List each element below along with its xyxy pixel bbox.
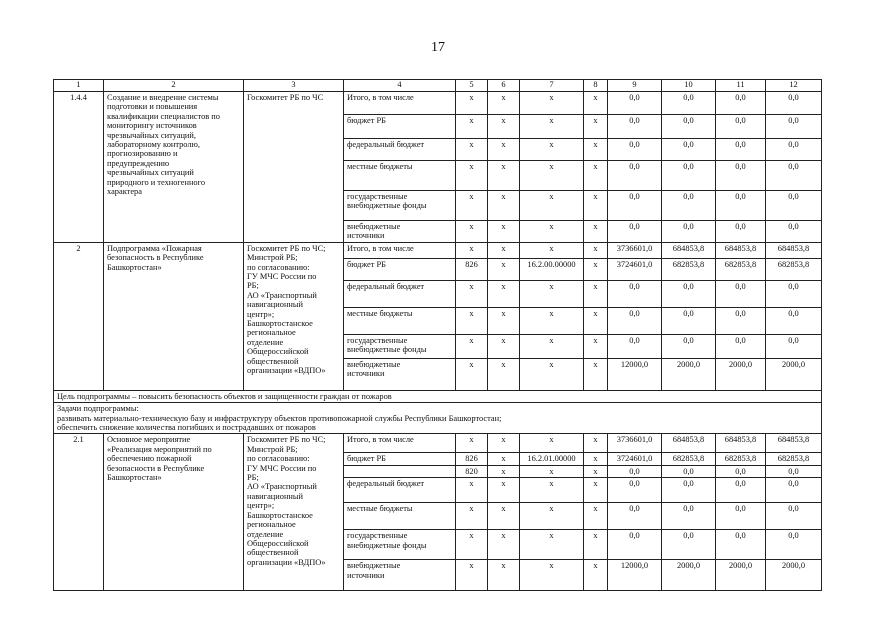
cell-8: х <box>584 503 608 530</box>
header-cell: 7 <box>520 80 584 92</box>
cell-10: 682853,8 <box>662 258 716 280</box>
header-cell: 8 <box>584 80 608 92</box>
cell-9: 0,0 <box>608 191 662 221</box>
cell-7: х <box>520 280 584 307</box>
cell-6: х <box>488 560 520 591</box>
cell-7: х <box>520 560 584 591</box>
table-row <box>54 242 822 258</box>
funding-source: федеральный бюджет <box>344 478 456 503</box>
cell-8: х <box>584 92 608 115</box>
cell-10: 684853,8 <box>662 434 716 453</box>
cell-12: 684853,8 <box>766 242 822 258</box>
cell-6: х <box>488 161 520 191</box>
cell-7: х <box>520 139 584 161</box>
cell-9: 0,0 <box>608 307 662 334</box>
cell-6: х <box>488 503 520 530</box>
cell-12: 2000,0 <box>766 358 822 390</box>
cell-7: х <box>520 191 584 221</box>
cell-5: х <box>456 191 488 221</box>
cell-5: х <box>456 221 488 243</box>
cell-10: 682853,8 <box>662 453 716 465</box>
cell-6: х <box>488 242 520 258</box>
funding-source: государственные внебюджетные фонды <box>344 334 456 358</box>
cell-11: 0,0 <box>716 191 766 221</box>
header-cell: 12 <box>766 80 822 92</box>
cell-11: 0,0 <box>716 280 766 307</box>
cell-8: х <box>584 530 608 560</box>
cell-10: 0,0 <box>662 221 716 243</box>
row-number: 1.4.4 <box>54 92 104 243</box>
cell-9: 0,0 <box>608 465 662 477</box>
cell-12: 0,0 <box>766 465 822 477</box>
cell-5: х <box>456 139 488 161</box>
budget-table <box>53 79 822 591</box>
cell-11: 0,0 <box>716 530 766 560</box>
cell-10: 0,0 <box>662 307 716 334</box>
cell-11: 684853,8 <box>716 242 766 258</box>
cell-8: х <box>584 280 608 307</box>
cell-7: х <box>520 92 584 115</box>
header-cell: 5 <box>456 80 488 92</box>
funding-source: федеральный бюджет <box>344 139 456 161</box>
activity-name: Создание и внедрение системы подготовки и повышения квалификации специалистов по мониторингу источников чрезвычайных ситуаций, лабораторному контролю, прогнозированию и предупреждению чрезвычайных ситуаций природного и техногенного характера <box>104 92 244 243</box>
funding-source: внебюджетные источники <box>344 560 456 591</box>
table-body <box>54 80 822 591</box>
funding-source <box>344 465 456 477</box>
funding-source: государственные внебюджетные фонды <box>344 530 456 560</box>
cell-10: 684853,8 <box>662 242 716 258</box>
cell-11: 682853,8 <box>716 258 766 280</box>
cell-12: 2000,0 <box>766 560 822 591</box>
cell-5: х <box>456 560 488 591</box>
cell-12: 0,0 <box>766 478 822 503</box>
cell-8: х <box>584 139 608 161</box>
cell-7: х <box>520 503 584 530</box>
cell-7: 16.2.01.00000 <box>520 453 584 465</box>
cell-7: х <box>520 242 584 258</box>
cell-9: 0,0 <box>608 530 662 560</box>
header-cell: 6 <box>488 80 520 92</box>
funding-source: бюджет РБ <box>344 453 456 465</box>
cell-6: х <box>488 307 520 334</box>
funding-source: федеральный бюджет <box>344 280 456 307</box>
cell-11: 0,0 <box>716 503 766 530</box>
cell-9: 12000,0 <box>608 560 662 591</box>
executor: Госкомитет РБ по ЧС; Минстрой РБ; по согласованию: ГУ МЧС России по РБ; АО «Транспортный навигационный центр»; Башкортостанское региональное отделение Общероссийской общественной организации «ВДПО» <box>244 242 344 390</box>
cell-5: х <box>456 161 488 191</box>
cell-10: 0,0 <box>662 334 716 358</box>
cell-10: 0,0 <box>662 191 716 221</box>
cell-5: х <box>456 503 488 530</box>
cell-6: х <box>488 221 520 243</box>
cell-6: х <box>488 115 520 139</box>
funding-source: бюджет РБ <box>344 115 456 139</box>
cell-11: 2000,0 <box>716 358 766 390</box>
cell-5: х <box>456 242 488 258</box>
cell-8: х <box>584 242 608 258</box>
header-cell: 2 <box>104 80 244 92</box>
cell-6: х <box>488 92 520 115</box>
cell-10: 2000,0 <box>662 560 716 591</box>
cell-8: х <box>584 115 608 139</box>
page-number: 17 <box>431 40 445 55</box>
executor: Госкомитет РБ по ЧС; Минстрой РБ; по согласованию: ГУ МЧС России по РБ; АО «Транспортный навигационный центр»; Башкортостанское региональное отделение Общероссийской общественной организации «ВДПО» <box>244 434 344 591</box>
cell-12: 684853,8 <box>766 434 822 453</box>
cell-6: х <box>488 465 520 477</box>
cell-9: 3736601,0 <box>608 242 662 258</box>
cell-9: 3736601,0 <box>608 434 662 453</box>
cell-7: х <box>520 434 584 453</box>
table-row <box>54 403 822 434</box>
cell-5: х <box>456 434 488 453</box>
tasks-row: Задачи подпрограммы: развивать материально-техническую базу и инфраструктуру объектов противопожарной службы Республики Башкортостан; обеспечить снижение количества погибших и пострадавших от пожаров <box>54 403 822 434</box>
cell-10: 0,0 <box>662 478 716 503</box>
cell-9: 0,0 <box>608 503 662 530</box>
header-cell: 9 <box>608 80 662 92</box>
cell-10: 0,0 <box>662 280 716 307</box>
funding-source: внебюджетные источники <box>344 221 456 243</box>
cell-5: 826 <box>456 258 488 280</box>
cell-6: х <box>488 280 520 307</box>
cell-6: х <box>488 258 520 280</box>
activity-name: Основное мероприятие «Реализация мероприятий по обеспечению пожарной безопасности в Республике Башкортостан» <box>104 434 244 591</box>
cell-6: х <box>488 139 520 161</box>
cell-8: х <box>584 434 608 453</box>
cell-5: х <box>456 478 488 503</box>
table-row <box>54 434 822 453</box>
cell-11: 0,0 <box>716 139 766 161</box>
cell-6: х <box>488 191 520 221</box>
cell-9: 0,0 <box>608 478 662 503</box>
header-cell: 11 <box>716 80 766 92</box>
cell-11: 2000,0 <box>716 560 766 591</box>
cell-11: 0,0 <box>716 92 766 115</box>
cell-9: 0,0 <box>608 139 662 161</box>
cell-12: 0,0 <box>766 280 822 307</box>
cell-11: 684853,8 <box>716 434 766 453</box>
cell-6: х <box>488 530 520 560</box>
cell-9: 0,0 <box>608 334 662 358</box>
cell-10: 0,0 <box>662 92 716 115</box>
funding-source: Итого, в том числе <box>344 242 456 258</box>
cell-5: 826 <box>456 453 488 465</box>
cell-12: 0,0 <box>766 92 822 115</box>
cell-9: 3724601,0 <box>608 258 662 280</box>
table-row <box>54 390 822 402</box>
cell-9: 12000,0 <box>608 358 662 390</box>
header-cell: 1 <box>54 80 104 92</box>
cell-6: х <box>488 478 520 503</box>
row-number: 2.1 <box>54 434 104 591</box>
cell-8: х <box>584 221 608 243</box>
cell-8: х <box>584 334 608 358</box>
cell-12: 0,0 <box>766 191 822 221</box>
cell-10: 0,0 <box>662 139 716 161</box>
cell-5: х <box>456 530 488 560</box>
funding-source: государственные внебюджетные фонды <box>344 191 456 221</box>
cell-11: 0,0 <box>716 115 766 139</box>
cell-11: 0,0 <box>716 161 766 191</box>
cell-5: х <box>456 115 488 139</box>
funding-source: Итого, в том числе <box>344 92 456 115</box>
cell-6: х <box>488 453 520 465</box>
cell-9: 0,0 <box>608 115 662 139</box>
cell-10: 0,0 <box>662 161 716 191</box>
funding-source: местные бюджеты <box>344 161 456 191</box>
cell-7: х <box>520 358 584 390</box>
cell-11: 0,0 <box>716 478 766 503</box>
funding-source: внебюджетные источники <box>344 358 456 390</box>
cell-5: 820 <box>456 465 488 477</box>
cell-8: х <box>584 453 608 465</box>
cell-8: х <box>584 358 608 390</box>
row-number: 2 <box>54 242 104 390</box>
cell-12: 0,0 <box>766 334 822 358</box>
cell-8: х <box>584 560 608 591</box>
cell-12: 0,0 <box>766 307 822 334</box>
cell-9: 0,0 <box>608 280 662 307</box>
header-row <box>54 80 822 92</box>
cell-12: 0,0 <box>766 530 822 560</box>
header-cell: 4 <box>344 80 456 92</box>
cell-9: 0,0 <box>608 221 662 243</box>
funding-source: Итого, в том числе <box>344 434 456 453</box>
cell-8: х <box>584 478 608 503</box>
cell-12: 0,0 <box>766 161 822 191</box>
goal-row: Цель подпрограммы – повысить безопасность объектов и защищенности граждан от пожаров <box>54 390 822 402</box>
cell-6: х <box>488 358 520 390</box>
cell-11: 0,0 <box>716 307 766 334</box>
cell-12: 0,0 <box>766 115 822 139</box>
cell-11: 0,0 <box>716 334 766 358</box>
cell-8: х <box>584 191 608 221</box>
cell-5: х <box>456 92 488 115</box>
cell-5: х <box>456 280 488 307</box>
cell-9: 0,0 <box>608 92 662 115</box>
cell-7: х <box>520 221 584 243</box>
cell-8: х <box>584 307 608 334</box>
cell-5: х <box>456 307 488 334</box>
cell-7: х <box>520 161 584 191</box>
cell-10: 2000,0 <box>662 358 716 390</box>
cell-9: 3724601,0 <box>608 453 662 465</box>
cell-5: х <box>456 334 488 358</box>
header-cell: 3 <box>244 80 344 92</box>
cell-11: 0,0 <box>716 465 766 477</box>
header-cell: 10 <box>662 80 716 92</box>
cell-12: 0,0 <box>766 221 822 243</box>
funding-source: местные бюджеты <box>344 307 456 334</box>
cell-7: 16.2.00.00000 <box>520 258 584 280</box>
cell-8: х <box>584 258 608 280</box>
cell-11: 0,0 <box>716 221 766 243</box>
executor: Госкомитет РБ по ЧС <box>244 92 344 243</box>
cell-6: х <box>488 334 520 358</box>
cell-8: х <box>584 465 608 477</box>
cell-5: х <box>456 358 488 390</box>
cell-8: х <box>584 161 608 191</box>
cell-7: х <box>520 307 584 334</box>
cell-7: х <box>520 478 584 503</box>
cell-12: 0,0 <box>766 503 822 530</box>
cell-7: х <box>520 465 584 477</box>
cell-7: х <box>520 115 584 139</box>
cell-12: 682853,8 <box>766 453 822 465</box>
cell-10: 0,0 <box>662 503 716 530</box>
cell-12: 0,0 <box>766 139 822 161</box>
funding-source: бюджет РБ <box>344 258 456 280</box>
activity-name: Подпрограмма «Пожарная безопасность в Республике Башкортостан» <box>104 242 244 390</box>
table-row <box>54 92 822 115</box>
cell-10: 0,0 <box>662 115 716 139</box>
cell-11: 682853,8 <box>716 453 766 465</box>
cell-12: 682853,8 <box>766 258 822 280</box>
funding-source: местные бюджеты <box>344 503 456 530</box>
cell-7: х <box>520 530 584 560</box>
cell-7: х <box>520 334 584 358</box>
cell-6: х <box>488 434 520 453</box>
cell-10: 0,0 <box>662 530 716 560</box>
cell-9: 0,0 <box>608 161 662 191</box>
cell-10: 0,0 <box>662 465 716 477</box>
